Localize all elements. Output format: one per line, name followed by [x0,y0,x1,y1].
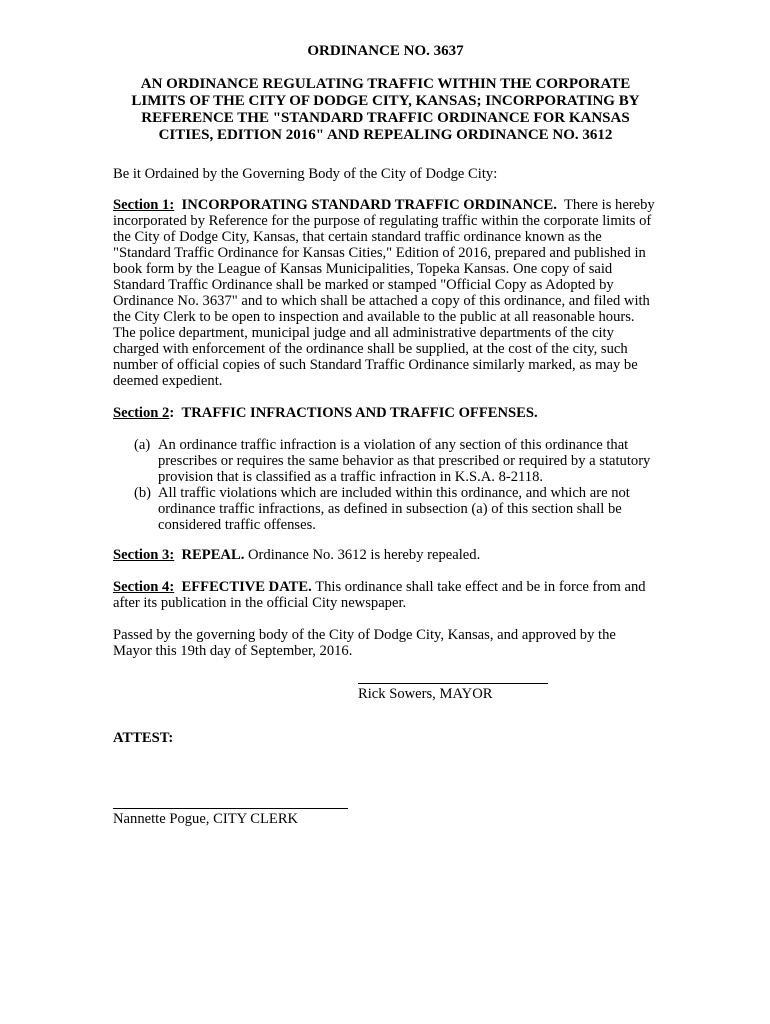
mayor-signature-line [358,683,548,684]
subsection-b [134,485,659,533]
section-3-heading: REPEAL. [181,547,245,563]
passed-statement: Passed by the governing body of the City of Dodge City, Kansas, and approved by the Mayor this 19th day of September, 2016. [113,627,616,659]
mayor-name: Rick Sowers, MAYOR [358,686,493,702]
section-3-label: Section 3: [113,547,175,563]
section-4-text: This ordinance shall take effect and be in force from and after its publication in the official City newspaper. [113,579,646,611]
section-1-text: There is hereby incorporated by Reference for the purpose of regulating traffic within the corporate limits of the City of Dodge City, Kansas, that certain standard traffic ordinance known as the "Standard Traffic Ordinance for Kansas Cities," Edition of 2016, prepared and published in book form by the League of Kansas Municipalities, Topeka Kansas. One copy of said Standard Traffic Ordinance shall be marked or stamped "Official Copy as Adopted by Ordinance No. 3637" and to which shall be attached a copy of this ordinance, and filed with the City Clerk to be open to inspection and available to the public at all reasonable hours. The police department, municipal judge and all administrative departments of the city charged with enforcement of the ordinance shall be supplied, at the cost of the city, such number of official copies of such Standard Traffic Ordinance similarly marked, as may be deemed expedient. [113,197,655,389]
clerk-signature-block [113,808,348,827]
clerk-signature-line [113,808,348,809]
subsection-b-marker: (b) [134,485,152,501]
section-1-heading: INCORPORATING STANDARD TRAFFIC ORDINANCE. [181,197,557,213]
section-4-heading: EFFECTIVE DATE. [181,579,312,595]
section-1-label: Section 1: [113,197,175,213]
attest-label: ATTEST: [113,730,174,746]
section-2 [113,405,658,421]
section-3-text: Ordinance No. 3612 is hereby repealed. [248,547,481,563]
subsection-a-marker: (a) [134,437,151,453]
subsection-a [134,437,659,485]
section-2-heading: TRAFFIC INFRACTIONS AND TRAFFIC OFFENSES. [181,405,538,421]
section-4-label: Section 4: [113,579,175,595]
preamble: Be it Ordained by the Governing Body of the City of Dodge City: [113,166,498,182]
section-2-subsections [113,437,659,533]
section-1 [113,197,658,389]
mayor-signature-block [358,683,548,702]
clerk-name: Nannette Pogue, CITY CLERK [113,811,299,827]
subsection-a-text: An ordinance traffic infraction is a violation of any section of this ordinance that prescribes or requires the same behavior as that prescribed or required by a statutory provision that is classified as a traffic infraction in K.S.A. 8-2118. [158,437,651,485]
ordinance-number: ORDINANCE NO. 3637 [307,43,464,59]
section-2-label-colon: : [169,405,175,421]
section-4 [113,579,658,611]
section-2-label: Section 2 [113,405,170,421]
subsection-b-text: All traffic violations which are included within this ordinance, and which are not ordinance traffic infractions, as defined in subsection (a) of this section shall be considered traffic offenses. [158,485,630,533]
ordinance-title: AN ORDINANCE REGULATING TRAFFIC WITHIN THE CORPORATE LIMITS OF THE CITY OF DODGE CITY, KANSAS; INCORPORATING BY REFERENCE THE "STANDARD TRAFFIC ORDINANCE FOR KANSAS CITIES, EDITION 2016" AND REPEALING ORDINANCE NO. 3612 [131,76,640,143]
section-3 [113,547,658,563]
